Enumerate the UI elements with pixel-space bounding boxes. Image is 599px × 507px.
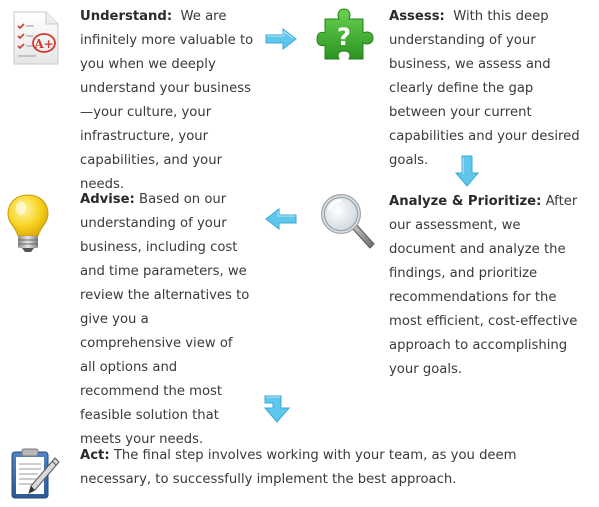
understand-text bbox=[80, 5, 264, 197]
arrow-left-icon bbox=[264, 208, 298, 230]
advise-text bbox=[80, 188, 252, 452]
arrow-down-icon bbox=[455, 154, 479, 188]
analyze-text bbox=[389, 190, 579, 382]
checklist-grade-icon bbox=[6, 8, 64, 68]
arrow-bent-down-icon bbox=[263, 394, 293, 424]
assess-text bbox=[389, 5, 594, 173]
assess-body: With this deep understanding of your business, we assess and clearly define the gap between your current capabilities and your desired goals. bbox=[389, 9, 580, 168]
clipboard-pen-icon bbox=[8, 446, 62, 502]
understand-body: We are infinitely more valuable to you when we deeply understand your business—your culture, your infrastructure, your capabilities, and your needs. bbox=[80, 9, 254, 192]
grade-badge: A+ bbox=[34, 37, 54, 51]
act-text bbox=[80, 444, 585, 492]
puzzle-question-icon bbox=[315, 5, 377, 67]
puzzle-badge: ? bbox=[337, 23, 351, 51]
analyze-body: After our assessment, we document and analyze the findings, and prioritize recommendations for the most efficient, cost-effective approach to accomplishing your goals. bbox=[389, 194, 578, 377]
assess-title: Assess: bbox=[389, 9, 445, 24]
analyze-title: Analyze & Prioritize: bbox=[389, 194, 542, 209]
lightbulb-icon bbox=[4, 192, 52, 254]
act-title: Act: bbox=[80, 448, 110, 463]
arrow-right-icon bbox=[264, 28, 298, 50]
advise-body: Based on our understanding of your business, including cost and time parameters, we review the alternatives to give you a comprehensive view of all options and recommend the most feasible solution that meets your needs. bbox=[80, 192, 250, 447]
magnifier-icon bbox=[318, 192, 376, 254]
understand-title: Understand: bbox=[80, 9, 173, 24]
act-body: The final step involves working with your team, as you deem necessary, to successfully implement the best approach. bbox=[80, 448, 517, 487]
advise-title: Advise: bbox=[80, 192, 135, 207]
